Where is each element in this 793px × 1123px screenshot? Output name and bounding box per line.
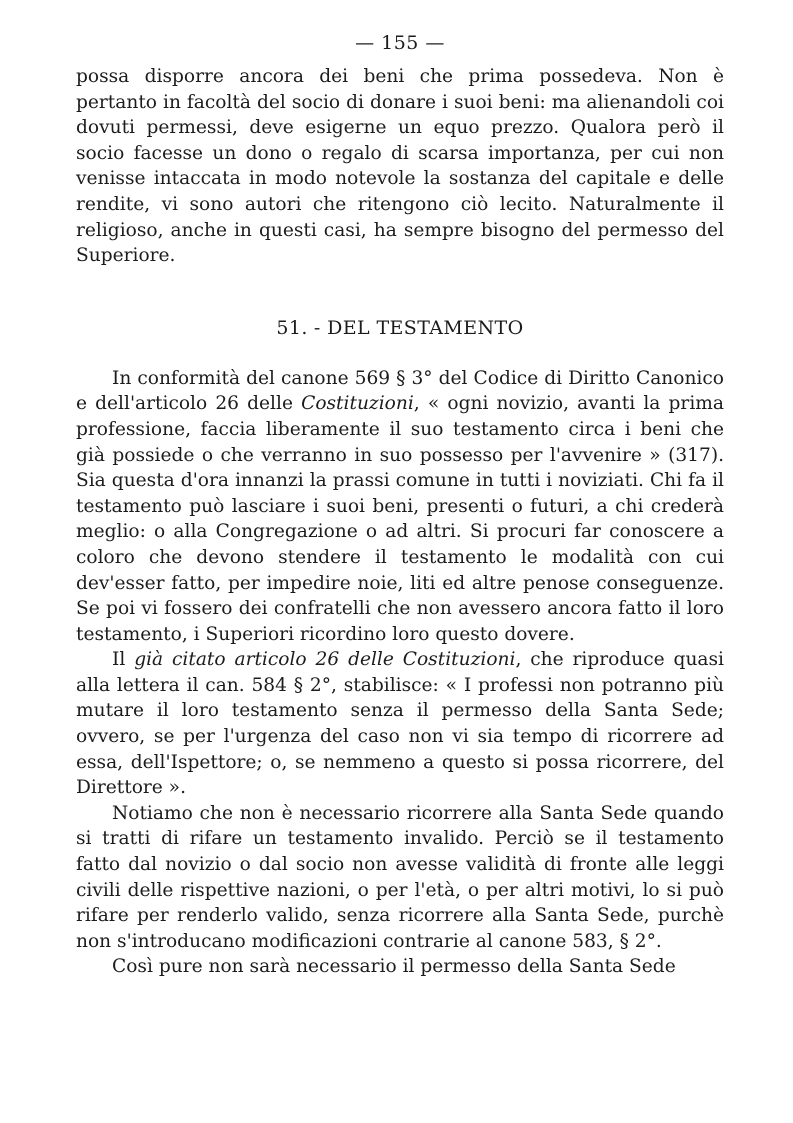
paragraph-invalid-testament: Notiamo che non è necessario ricorrere alla Santa Sede quando si tratti di rifare un testamento invalido. Perciò se il testamento fatto dal novizio o dal socio non avesse validità di fronte alle leggi civili delle rispettive nazioni, o per l'età, o per altri motivi, lo si può rifare per renderlo valido, senza ricorrere alla Santa Sede, purchè non s'introducano modificazioni contrarie al canone 583, § 2°.	[76, 802, 724, 952]
paragraph-text: , che riproduce quasi alla lettera il can. 584 § 2°, stabilisce: « I professi non potranno più mutare il loro testamento senza il permesso della Santa Sede; ovvero, se per l'urgenza del caso non vi sia tempo di ricorrere ad essa, dell'Ispettore; o, se nemmeno a questo si possa ricorrere, del Direttore ».	[76, 649, 724, 799]
paragraph-continuation: possa disporre ancora dei beni che prima possedeva. Non è pertanto in facoltà del socio di donare i suoi beni: ma alienandoli coi dovuti permessi, deve esigerne un equo prezzo. Qualora però il socio facesse un dono o regalo di scarsa importanza, per cui non venisse intaccata in modo notevole la sostanza del capitale e delle rendite, vi sono autori che ritengono ciò lecito. Naturalmente il religioso, anche in questi casi, ha sempre bisogno del permesso del Superiore.	[76, 66, 724, 267]
section-number: 51.	[276, 316, 308, 339]
paragraph-testament-conformity	[76, 366, 724, 648]
section-title: - DEL TESTAMENTO	[313, 316, 524, 339]
page-number: — 155 —	[355, 32, 445, 54]
paragraph-text: Il	[112, 649, 135, 671]
section-heading	[76, 315, 724, 341]
paragraph-continues: Così pure non sarà necessario il permesso della Santa Sede	[112, 956, 676, 978]
paragraph-article-26	[76, 647, 724, 801]
paragraph-text: , « ogni novizio, avanti la prima professione, faccia liberamente il suo testamento circa i beni che già possiede o che verranno in suo possesso per l'avvenire » (317). Sia questa d'ora innanzi la prassi comune in tutti i noviziati. Chi fa il testamento può lasciare i suoi beni, presenti o futuri, a chi crederà meglio: o alla Congregazione o ad altri. Si procuri far conoscere a coloro che devono stendere il testamento le modalità con cui dev'esser fatto, per impedire noie, liti ed altre penose conseguenze. Se poi vi fossero dei confratelli che non avessero ancora fatto il loro testamento, i Superiori ricordino loro questo dovere.	[76, 393, 724, 645]
document-page	[76, 30, 724, 980]
italic-text: Costituzioni	[301, 393, 414, 415]
italic-text: già citato articolo 26 delle Costituzioni	[134, 649, 516, 671]
paragraph-text: In conformità del canone 569 § 3° del Codice di Diritto Canonico e dell'articolo 26 delle	[76, 367, 724, 415]
